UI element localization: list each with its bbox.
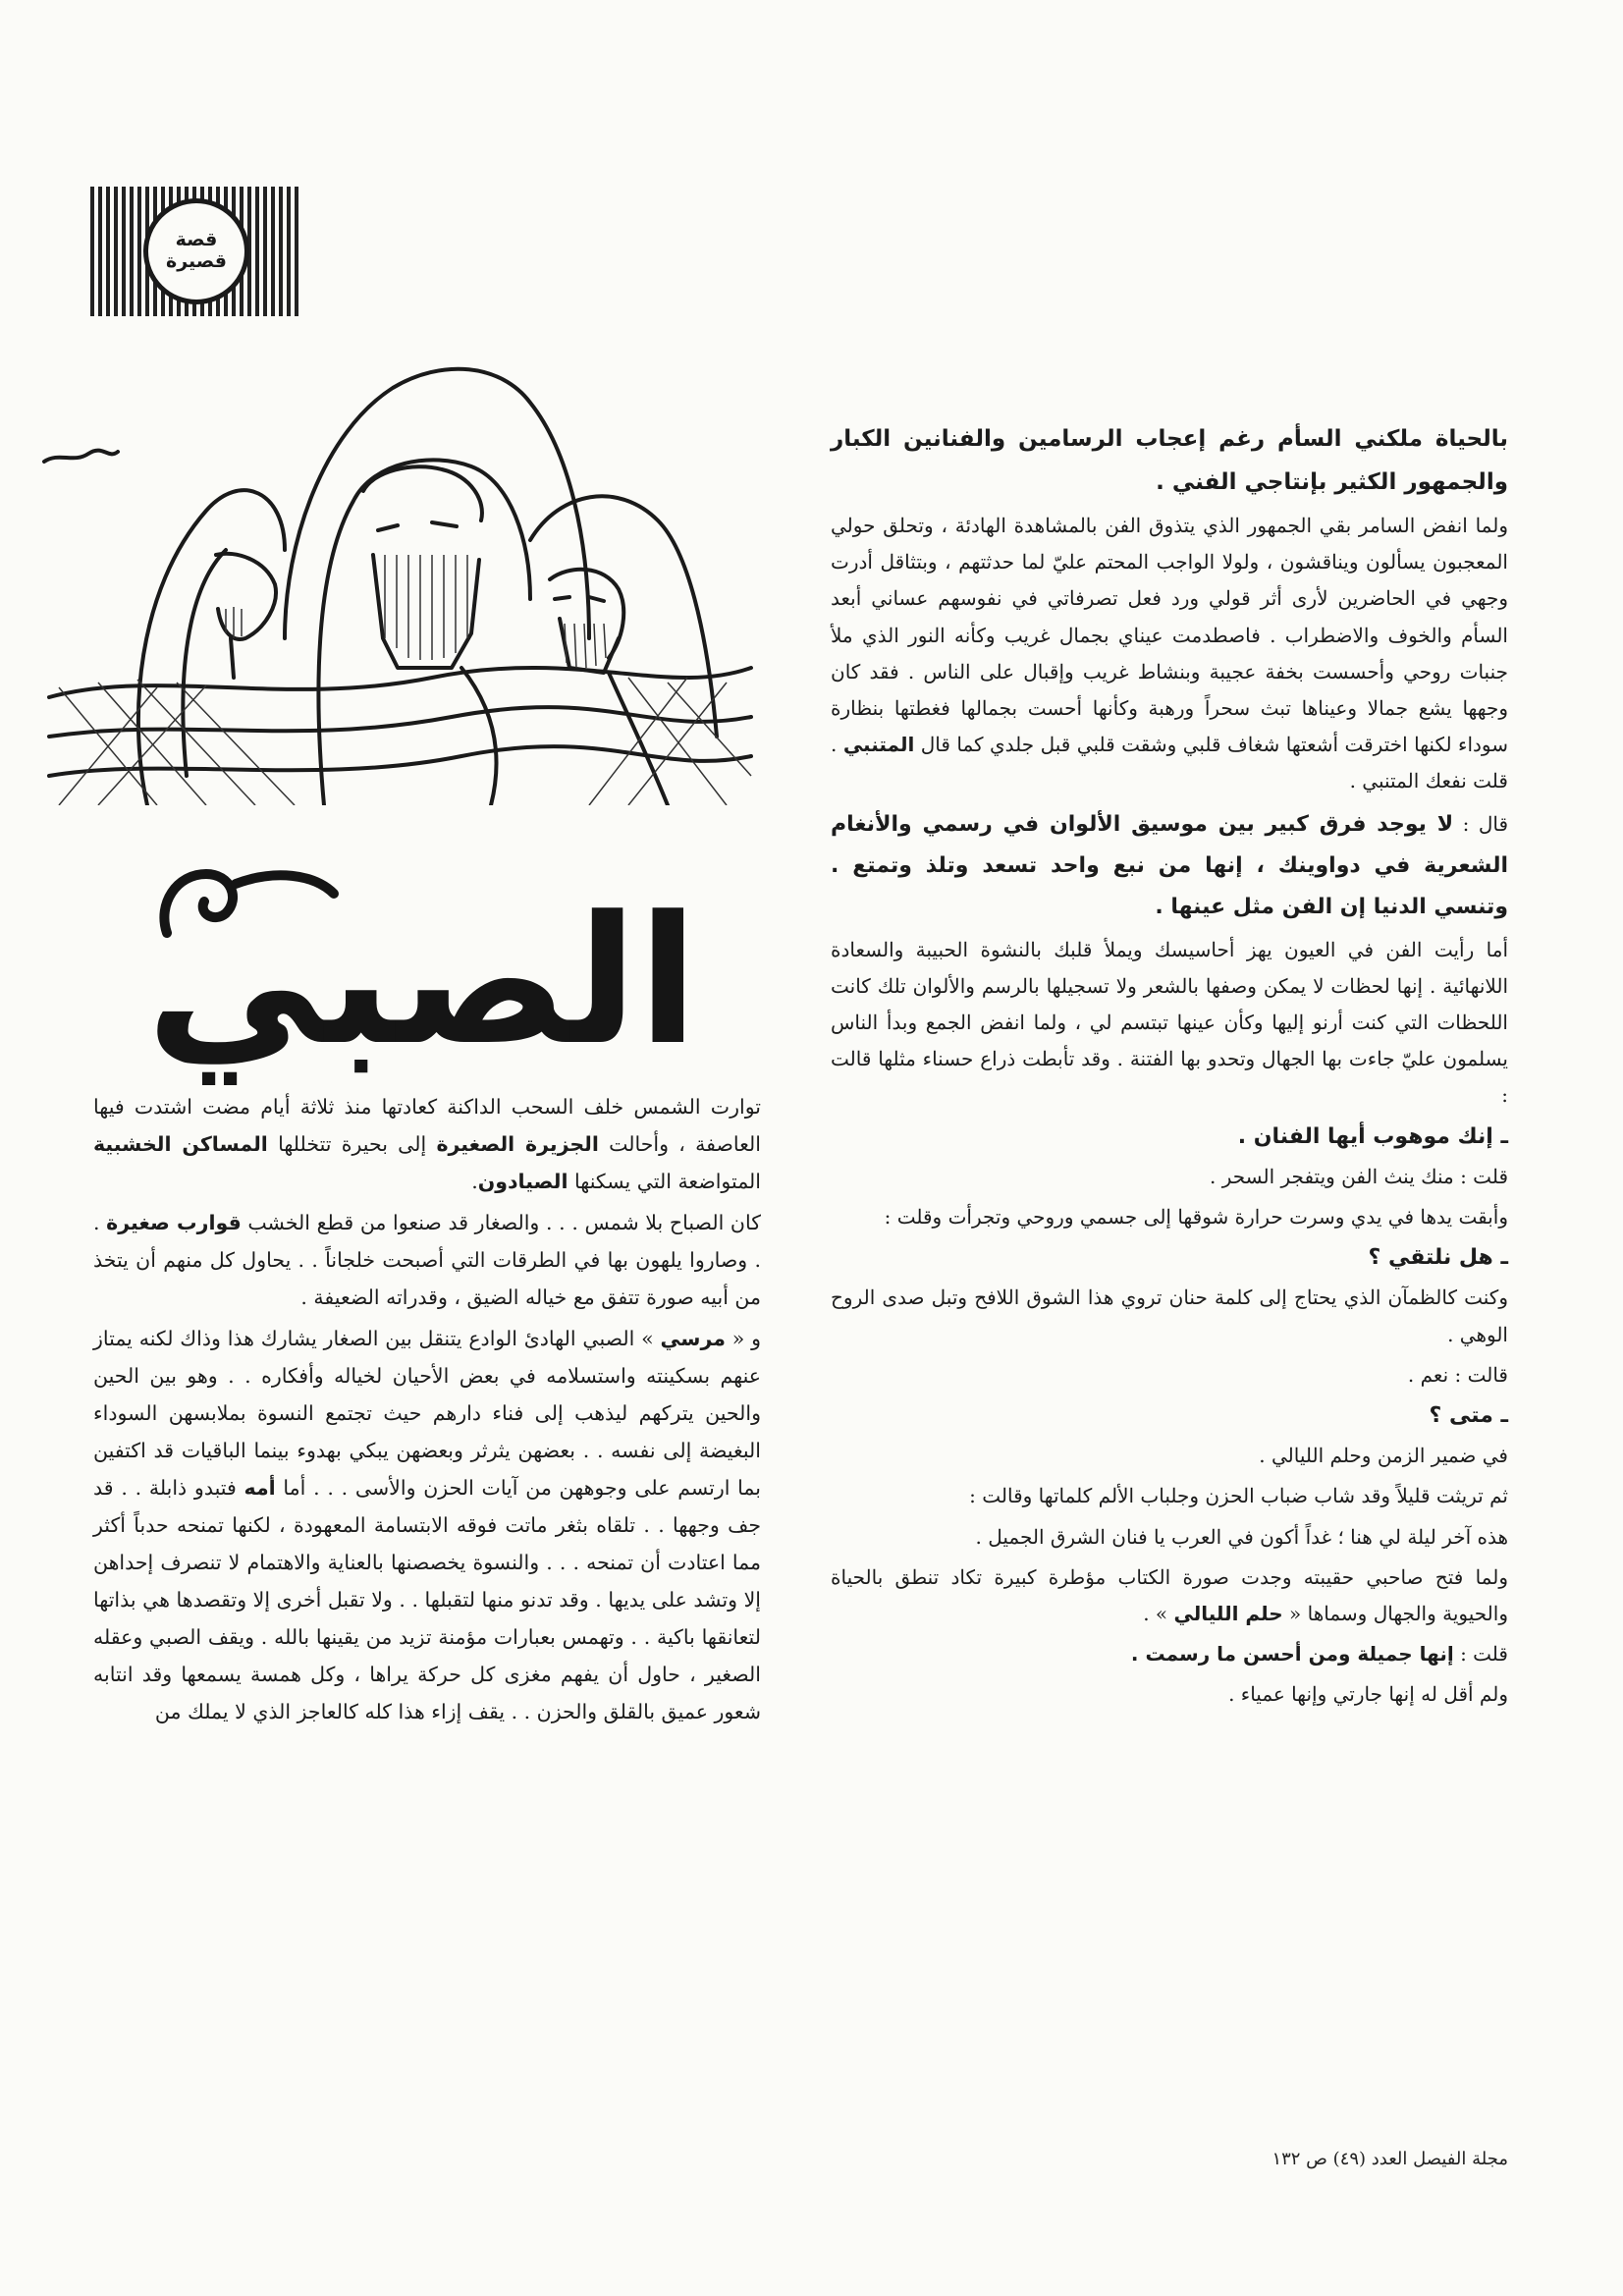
badge-line-1: قصة (175, 229, 218, 251)
right-paragraph-1: ولما انفض السامر بقي الجمهور الذي يتذوق الفن بالمشاهدة الهادئة ، وتحلق حولي المعجبون يسألون ويناقشون ، ولولا الواجب المحتم عليّ لما حدثتهم ، وبتثاقل أدرت وجهي في الحاضرين لأرى أثر قولي ورد فعل تصرفاتي في نفوسهم عساني أبعد السأم والخوف والاضطراب . فاصطدمت عيناي بجمال غريب وكأنه النور الذي ملأ جنبات روحي وأحسست بخفة عجيبة وبنشاط غريب وإقبال على الناس . فقد كان وجهها يشع جمالا وعيناها تبث سحراً ورهبة وكأنها أحست بجمالها فغطتها بنظارة سوداء لكنها اخترقت أشعتها شغاف قلبي وشقت قلبي قبل جلدي كما قال المتنبي . قلت نفعك المتنبي . (831, 514, 1509, 793)
page-footer: مجلة الفيصل العدد (٤٩) ص ١٣٢ (1271, 2149, 1508, 2169)
left-column (93, 1088, 761, 1734)
right-line-6: وأبقت يدها في يدي وسرت حرارة شوقها إلى جسمي وروحي وتجرأت وقلت : (884, 1205, 1508, 1230)
short-story-badge (90, 187, 302, 316)
right-line-14: ولما فتح صاحبي حقيبته وجدت صورة الكتاب مؤطرة كبيرة تكاد تنطق بالحياة والحيوية والجهال وسماها « حلم الليالي » . (831, 1564, 1508, 1626)
right-line-12: ثم تريثت قليلاً وقد شاب ضباب الحزن وجلباب الألم كلماتها وقالت : (969, 1484, 1508, 1508)
right-line-9: قالت : نعم . (1407, 1362, 1508, 1387)
right-line-10: ـ متى ؟ (1429, 1403, 1508, 1429)
veiled-women-illustration (39, 344, 756, 805)
right-line-11: في ضمير الزمن وحلم الليالي . (1259, 1444, 1508, 1468)
right-line-8: وكنت كالظمآن الذي يحتاج إلى كلمة حنان تروي هذا الشوق اللافح وتبل صدى الروح الوهي . (831, 1285, 1508, 1346)
right-line-15: قلت : إنها جميلة ومن أحسن ما رسمت . (1130, 1642, 1508, 1667)
badge-line-2: قصيرة (166, 250, 227, 272)
left-paragraph-1: توارت الشمس خلف السحب الداكنة كعادتها منذ ثلاثة أيام مضت اشتدت فيها العاصفة ، وأحالت الجزيرة الصغيرة إلى بحيرة تتخللها المساكن الخشبية المتواضعة التي يسكنها الصيادون. (93, 1095, 761, 1193)
left-paragraph-2: كان الصباح بلا شمس . . . والصغار قد صنعوا من قطع الخشب قوارب صغيرة . . وصاروا يلهون بها في الطرقات التي أصبحت خلجاناً . . يحاول كل منهم أن يتخذ من أبيه صورة تتفق مع خياله الضيق ، وقدراته الضعيفة . (93, 1211, 761, 1309)
right-line-13: هذه آخر ليلة لي هنا ؛ غداً أكون في العرب يا فنان الشرق الجميل . (975, 1524, 1508, 1549)
right-line-4: ـ إنك موهوب أيها الفنان . (1237, 1123, 1508, 1149)
right-paragraph-2: قال : لا يوجد فرق كبير بين موسيق الألوان في رسمي والأنغام الشعرية في دواوينك ، إنها من نبع واحد تسعد وتلذ وتمتع . وتنسي الدنيا إن الفن مثل عينها . (831, 811, 1509, 919)
right-line-7: ـ هل نلتقي ؟ (1368, 1245, 1508, 1271)
right-line-5: قلت : منك ينث الفن ويتفجر السحر . (1209, 1164, 1508, 1188)
left-paragraph-3: و « مرسي » الصبي الهادئ الوادع يتنقل بين الصغار يشارك هذا وذاك لكنه يمتاز عنهم بسكينته واستسلامه في بعض الأحيان لخياله وأفكاره . . وهو بين الحين والحين يتركهم ليذهب إلى فناء دارهم حيث تجتمع النسوة بملابسهن السوداء البغيضة إلى نفسه . . بعضهن يثرثر وبعضهن يبكي بهدوء بينما الباقيات قد اكتفين بما ارتسم على وجوههن من آيات الحزن والأسى . . . أما أمه فتبدو ذابلة . . قد جف وجهها . . تلقاه بثغر ماتت فوقه الابتسامة المعهودة ، لكنها تمنحه حدباً أكثر مما اعتادت أن تمنحه . . . والنسوة يخصصنها بالعناية والاهتمام لا تنصرف إحداهن إلا وتشد على يديها . وقد تدنو منها لتقبلها . . ولا تقبل أخرى إلا وتقصدها هي بذاتها لتعانقها باكية . . وتهمس بعبارات مؤمنة تزيد من يقينها بالله . ويقف الصبي وعقله الصغير ، حاول أن يفهم مغزى كل حركة يراها ، وكل همسة يسمعها وقد انتابه شعور عميق بالقلق والحزن . . يقف إزاء هذا كله كالعاجز الذي لا يملك من (93, 1327, 761, 1723)
badge-circle (143, 198, 249, 304)
right-paragraph-3: أما رأيت الفن في العيون يهز أحاسيسك ويملأ قلبك بالنشوة الحبيبة والسعادة اللانهائية . إنها لحظات لا يمكن وصفها بالشعر ولا تسجيلها بالرسم والألوان تلك كانت اللحظات التي كنت أرنو إليها وكأن عينها تبتسم لي ، ولما انفض الجمع وبدأ الناس يسلمون عليّ جاءت بها الجهال وتحدو بها الفتنة . وقد تأبطت ذراع حسناء مثلها قالت : (831, 937, 1508, 1108)
right-lead: بالحياة ملكني السأم رغم إعجاب الرسامين والفنانين الكبار والجمهور الكثير بإنتاجي الفني . (831, 426, 1508, 495)
story-title: الصبي (145, 879, 699, 1084)
right-line-16: ولم أقل له إنها جارتي وإنها عمياء . (1228, 1682, 1508, 1707)
right-column (831, 417, 1508, 1718)
